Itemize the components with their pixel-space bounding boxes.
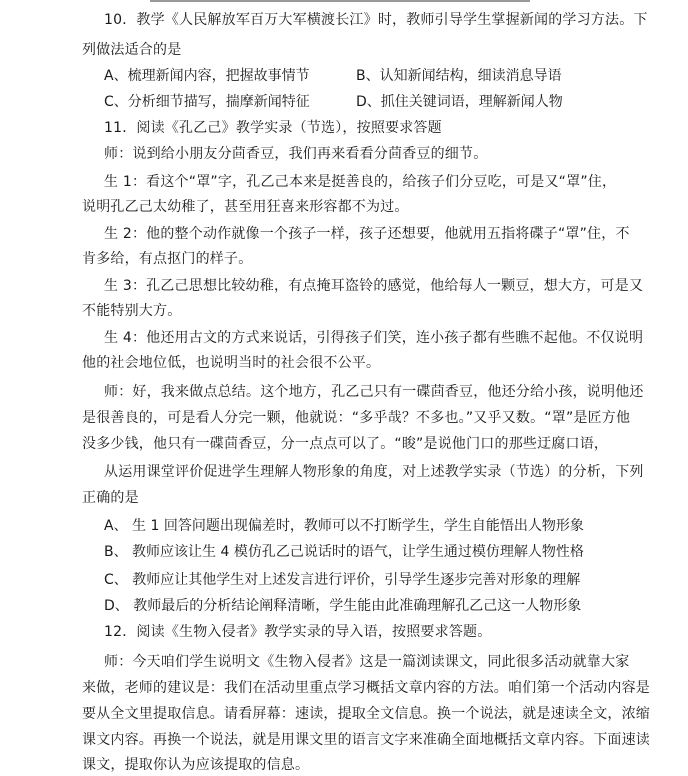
q12-title: 12．阅读《生物入侵者》教学实录的导入语，按照要求答题。 (104, 624, 492, 640)
q10-line2: 列做法适合的是 (82, 42, 182, 58)
q11-stem-line1: 从运用课堂评价促进学生理解人物形象的角度，对上述教学实录（节选）的分析，下列 (104, 464, 644, 480)
q11-teacher1: 师：说到给小朋友分茴香豆，我们再来看看分茴香豆的细节。 (104, 146, 488, 162)
q11-title: 11．阅读《孔乙己》教学实录（节选），按照要求答题 (104, 120, 442, 136)
q11-option-a: A、 生 1 回答问题出现偏差时，教师可以不打断学生，学生自能悟出人物形象 (104, 518, 584, 534)
q12-line1: 师：今天咱们学生说明文《生物入侵者》这是一篇浏读课文，同此很多活动就靠大家 (104, 654, 630, 670)
q11-teacher2-line3: 没多少钱，他只有一碟茴香豆，分一点点可以了。“睃”是说他门口的那些迂腐口语， (82, 436, 609, 452)
q11-student4-line2: 他的社会地位低，也说明当时的社会很不公平。 (82, 355, 381, 371)
q11-stem-line2: 正确的是 (82, 490, 139, 506)
q11-student1-line1: 生 1：看这个“罩”字，孔乙己本来是挺善良的，给孩子们分豆吃，可是又“罩”住， (104, 174, 617, 190)
header-rule (150, 0, 530, 2)
q11-student2-line1: 生 2：他的整个动作就像一个孩子一样，孩子还想要，他就用五指将碟子“罩”住，不 (104, 226, 630, 242)
q10-line1: 10．教学《人民解放军百万大军横渡长江》时，教师引导学生掌握新闻的学习方法。下 (104, 12, 648, 28)
q11-student3-line1: 生 3：孔乙己思想比较幼稚，有点掩耳盗铃的感觉，他给每人一颗豆，想大方，可是又 (104, 278, 644, 294)
q11-student2-line2: 肯多给，有点抠门的样子。 (82, 251, 253, 267)
q12-line5: 课文，提取你认为应该提取的信息。 (82, 757, 310, 773)
q11-teacher2-line1: 师：好，我来做点总结。这个地方，孔乙己只有一碟茴香豆，他还分给小孩，说明他还 (104, 384, 644, 400)
q11-option-c: C、 教师应让其他学生对上述发言进行评价，引导学生逐步完善对形象的理解 (104, 572, 581, 588)
q11-student1-line2: 说明孔乙己太幼稚了，甚至用狂喜来形容都不为过。 (82, 199, 409, 215)
q11-option-b: B、 教师应该让生 4 模仿孔乙己说话时的语气，让学生通过模仿理解人物性格 (104, 544, 584, 560)
q12-line2: 来做，老师的建议是：我们在活动里重点学习概括文章内容的方法。咱们第一个活动内容是 (82, 680, 650, 696)
q11-teacher2-line2: 是很善良的，可是看人分完一颗，他就说：“多乎哉？不多也。”又乎又数。“罩”是匠方他 (82, 410, 631, 426)
q10-option-c: C、分析细节描写，揣摩新闻特征 (104, 94, 310, 110)
q11-student3-line2: 不能特别大方。 (82, 303, 182, 319)
q10-option-a: A、梳理新闻内容，把握故事情节 (104, 68, 310, 84)
q12-line4: 课文内容。再换一个说法，就是用课文里的语言文字来准确全面地概括文章内容。下面速读 (82, 732, 650, 748)
q11-option-d: D、 教师最后的分析结论阐释清晰，学生能由此准确理解孔乙己这一人物形象 (104, 598, 582, 614)
q10-option-b: B、认知新闻结构，细读消息导语 (356, 68, 562, 84)
q11-student4-line1: 生 4：他还用古文的方式来说话，引得孩子们笑，连小孩子都有些瞧不起他。不仅说明 (104, 330, 644, 346)
q10-option-d: D、抓住关键词语，理解新闻人物 (356, 94, 563, 110)
q12-line3: 要从全文里提取信息。请看屏幕：速读，提取全文信息。换一个说法，就是速读全文，浓缩 (82, 706, 650, 722)
